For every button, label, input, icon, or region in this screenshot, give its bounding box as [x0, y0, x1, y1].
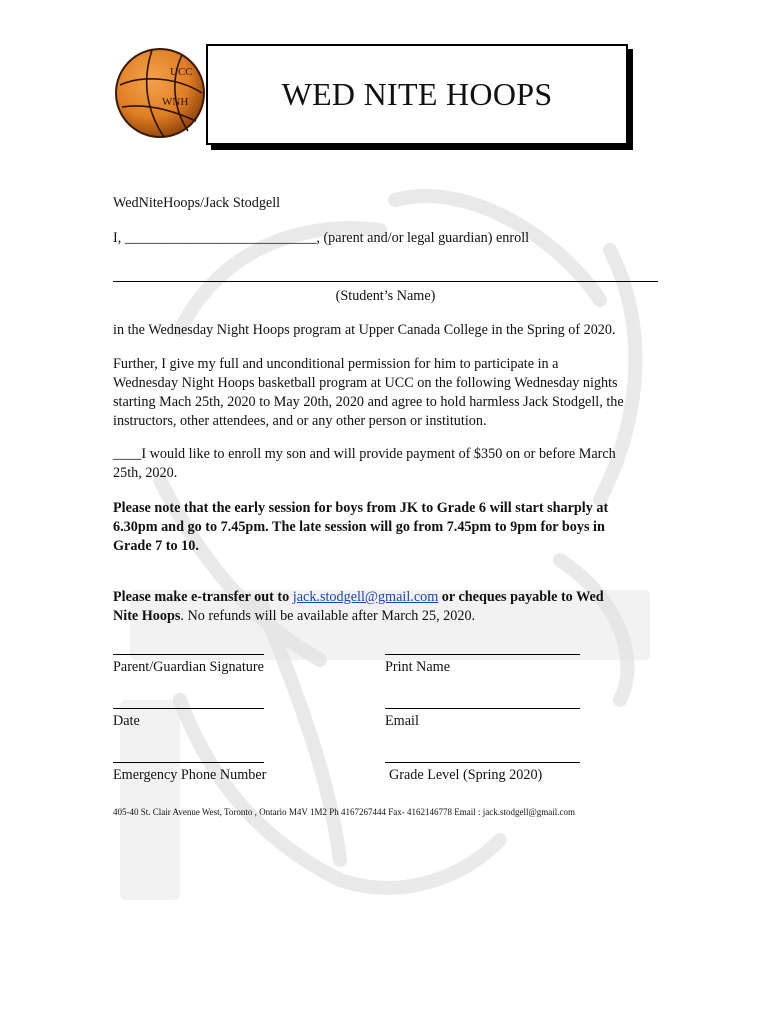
payment-line: I would like to enroll my son and will provide payment of $350 on or before March: [141, 446, 616, 462]
permission-line: Further, I give my full and unconditional permission for him to participate in a: [113, 356, 559, 372]
payment-checkbox-blank[interactable]: ____: [113, 446, 142, 462]
print-name-label: Print Name: [385, 659, 451, 675]
session-note: [113, 499, 608, 556]
logo-text-bottom: WNH: [162, 96, 189, 108]
session-note-line: Please note that the early session for boys from JK to Grade 6 will start sharply at: [113, 500, 609, 516]
refund-policy: . No refunds will be available after March 25, 2020.: [180, 608, 476, 624]
payee-name: Nite Hoops: [113, 608, 181, 624]
page-title: WED NITE HOOPS: [281, 76, 553, 112]
payment-line: 25th, 2020.: [113, 465, 178, 481]
session-note-line: Grade 7 to 10.: [113, 538, 199, 554]
permission-line: instructors, other attendees, and or any other person or institution.: [113, 413, 487, 429]
footer-contact-info: 405-40 St. Clair Avenue West, Toronto , Ontario M4V 1M2 Ph 4167267444 Fax- 4162146778 Email : jack.stodgell@gmail.com: [113, 807, 575, 817]
logo-text-top: UCC: [170, 66, 193, 78]
permission-paragraph: [113, 355, 624, 431]
organization-line: WedNiteHoops/Jack Stodgell: [113, 195, 281, 211]
print-name-line[interactable]: [385, 654, 580, 655]
etransfer-paragraph: [113, 588, 604, 626]
date-line[interactable]: [113, 708, 264, 709]
email-label: Email: [385, 713, 419, 729]
email-line[interactable]: [385, 708, 580, 709]
enroll-prefix: I,: [113, 230, 122, 246]
etransfer-email-link[interactable]: jack.stodgell@gmail.com: [292, 589, 439, 605]
etransfer-prefix: Please make e-transfer out to: [113, 589, 293, 605]
date-label: Date: [113, 713, 140, 729]
permission-line: starting Mach 25th, 2020 to May 20th, 2020 and agree to hold harmless Jack Stodgell, the: [113, 394, 624, 410]
payment-paragraph: [113, 445, 616, 483]
grade-level-line[interactable]: [385, 762, 580, 763]
parent-signature-label: Parent/Guardian Signature: [113, 659, 264, 675]
enroll-suffix: , (parent and/or legal guardian) enroll: [316, 230, 530, 246]
parent-signature-line[interactable]: [113, 654, 264, 655]
grade-level-label: Grade Level (Spring 2020): [389, 767, 543, 783]
student-name-line[interactable]: [113, 281, 658, 282]
etransfer-suffix: or cheques payable to Wed: [438, 589, 604, 605]
parent-name-blank[interactable]: ___________________________: [124, 230, 317, 246]
permission-line: Wednesday Night Hoops basketball program at UCC on the following Wednesday nights: [113, 375, 618, 391]
session-note-line: 6.30pm and go to 7.45pm. The late session will go from 7.45pm to 9pm for boys in: [113, 519, 605, 535]
emergency-phone-line[interactable]: [113, 762, 264, 763]
student-name-label: (Student’s Name): [335, 288, 436, 304]
emergency-phone-label: Emergency Phone Number: [113, 767, 267, 783]
program-sentence: in the Wednesday Night Hoops program at Upper Canada College in the Spring of 2020.: [113, 322, 616, 338]
title-box: [206, 44, 628, 145]
enroll-statement: [113, 229, 529, 248]
basketball-logo: [112, 45, 208, 141]
